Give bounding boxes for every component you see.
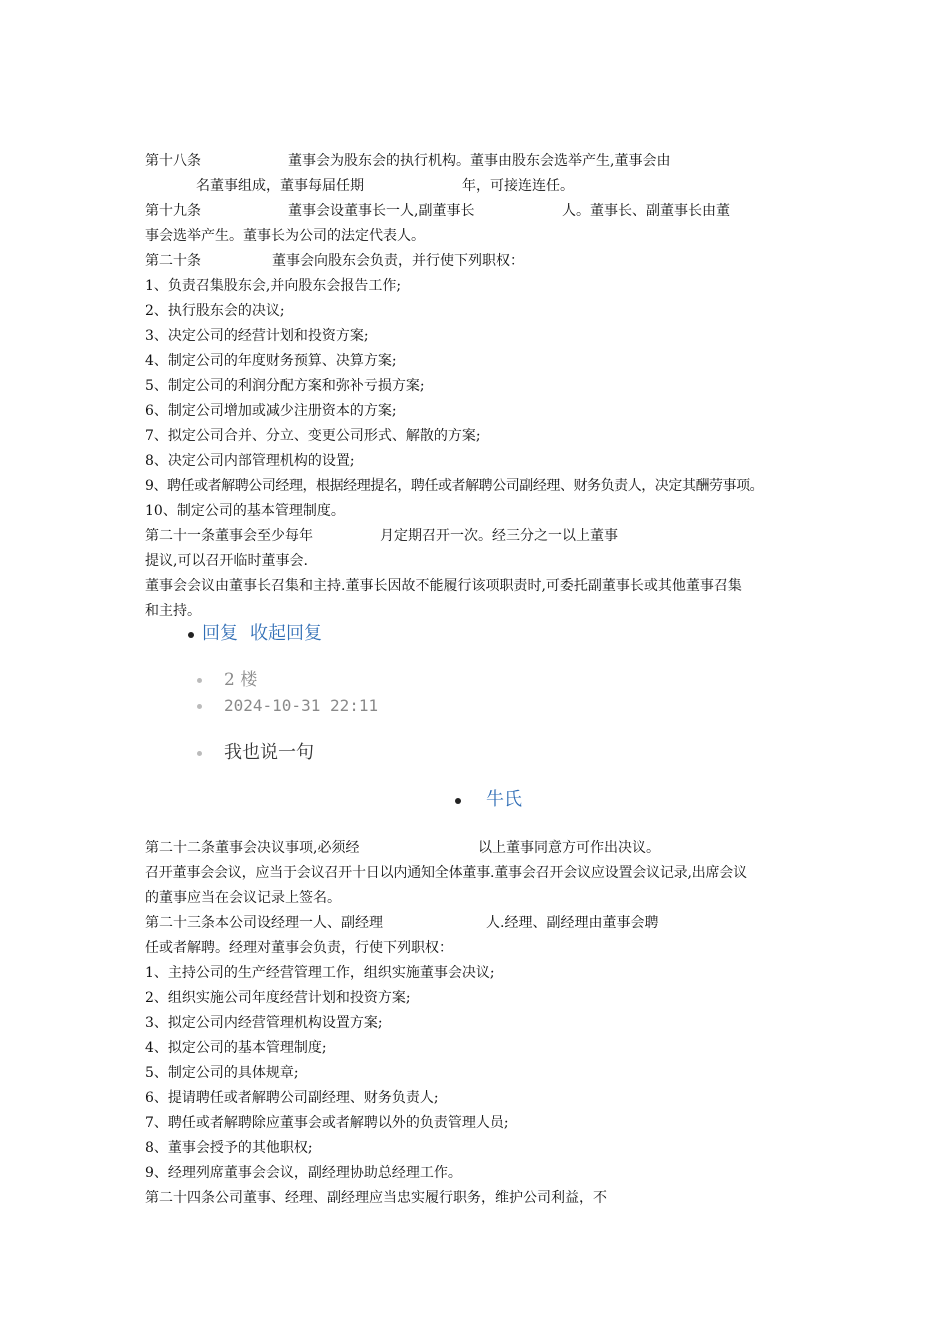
bullet-icon: [197, 678, 202, 683]
bullet-icon: [188, 632, 194, 638]
article-18-label: 第十八条: [145, 153, 201, 169]
article-18-text: 董事会为股东会的执行机构。董事由股东会选举产生,董事会由: [288, 153, 671, 169]
article-18-text-2b: 年，可接连连任。: [462, 178, 574, 194]
power-item: 9、聘任或者解聘公司经理，根据经理提名，聘任或者解聘公司副经理、财务负责人，决定其酬劳事项。: [145, 478, 764, 494]
article-22-text-b: 以上董事同意方可作出决议。: [478, 840, 660, 856]
article-23-text-a: 第二十三条本公司设经理一人、副经理: [145, 915, 383, 931]
article-21-text-2: 提议,可以召开临时董事会.: [145, 553, 308, 569]
article-18-text-2a: 名董事组成，董事每届任期: [196, 178, 364, 194]
power-item: 8、决定公司内部管理机构的设置;: [145, 453, 355, 469]
manager-power-item: 6、提请聘任或者解聘公司副经理、财务负责人;: [145, 1090, 439, 1106]
say-something-link[interactable]: 我也说一句: [224, 742, 314, 763]
article-19-text-2: 事会选举产生。董事长为公司的法定代表人。: [145, 228, 425, 244]
floor-number: 2 楼: [224, 670, 258, 690]
manager-power-item: 1、主持公司的生产经营管理工作，组织实施董事会决议;: [145, 965, 495, 981]
reply-link[interactable]: 回复: [202, 623, 238, 644]
manager-power-item: 7、聘任或者解聘除应董事会或者解聘以外的负责管理人员;: [145, 1115, 509, 1131]
article-21-text-4: 和主持。: [145, 603, 201, 619]
article-21-text-a: 第二十一条董事会至少每年: [145, 528, 313, 544]
collapse-reply-link[interactable]: 收起回复: [250, 623, 322, 644]
article-23-text-2: 任或者解聘。经理对董事会负责，行使下列职权：: [145, 940, 453, 956]
manager-power-item: 9、经理列席董事会会议，副经理协助总经理工作。: [145, 1165, 462, 1181]
power-item: 5、制定公司的利润分配方案和弥补亏损方案;: [145, 378, 425, 394]
article-21-text-3: 董事会会议由董事长召集和主持.董事长因故不能履行该项职责时,可委托副董事长或其他董事召集: [145, 578, 742, 594]
article-19-label: 第十九条: [145, 203, 201, 219]
power-item: 7、拟定公司合并、分立、变更公司形式、解散的方案;: [145, 428, 481, 444]
power-item: 3、决定公司的经营计划和投资方案;: [145, 328, 369, 344]
article-20-text: 董事会向股东会负责，并行使下列职权：: [272, 253, 524, 269]
article-22-text-3: 的董事应当在会议记录上签名。: [145, 890, 341, 906]
manager-power-item: 8、董事会授予的其他职权;: [145, 1140, 313, 1156]
article-24-text: 第二十四条公司董事、经理、副经理应当忠实履行职务，维护公司利益，不: [145, 1190, 607, 1206]
bullet-icon: [197, 704, 202, 709]
article-20-label: 第二十条: [145, 253, 201, 269]
article-19-text: 董事会设董事长一人,副董事长: [288, 203, 475, 219]
manager-power-item: 5、制定公司的具体规章;: [145, 1065, 299, 1081]
author-link[interactable]: 牛氏: [486, 789, 522, 810]
manager-power-item: 4、拟定公司的基本管理制度;: [145, 1040, 327, 1056]
bullet-icon: [455, 798, 461, 804]
power-item: 6、制定公司增加或减少注册资本的方案;: [145, 403, 397, 419]
power-item: 10、制定公司的基本管理制度。: [145, 503, 345, 519]
comment-datetime: 2024-10-31 22:11: [224, 696, 379, 715]
article-19-text-c: 人。董事长、副董事长由董: [562, 203, 730, 219]
article-23-text-b: 人.经理、副经理由董事会聘: [486, 915, 659, 931]
bullet-icon: [197, 751, 202, 756]
article-22-text-a: 第二十二条董事会决议事项,必须经: [145, 840, 360, 856]
power-item: 1、负责召集股东会,并向股东会报告工作;: [145, 278, 402, 294]
article-21-text-b: 月定期召开一次。经三分之一以上董事: [380, 528, 618, 544]
power-item: 4、制定公司的年度财务预算、决算方案;: [145, 353, 397, 369]
article-22-text-2: 召开董事会会议，应当于会议召开十日以内通知全体董事.董事会召开会议应设置会议记录,出席会议: [145, 865, 747, 881]
power-item: 2、执行股东会的决议;: [145, 303, 285, 319]
manager-power-item: 2、组织实施公司年度经营计划和投资方案;: [145, 990, 411, 1006]
manager-power-item: 3、拟定公司内经营管理机构设置方案;: [145, 1015, 383, 1031]
